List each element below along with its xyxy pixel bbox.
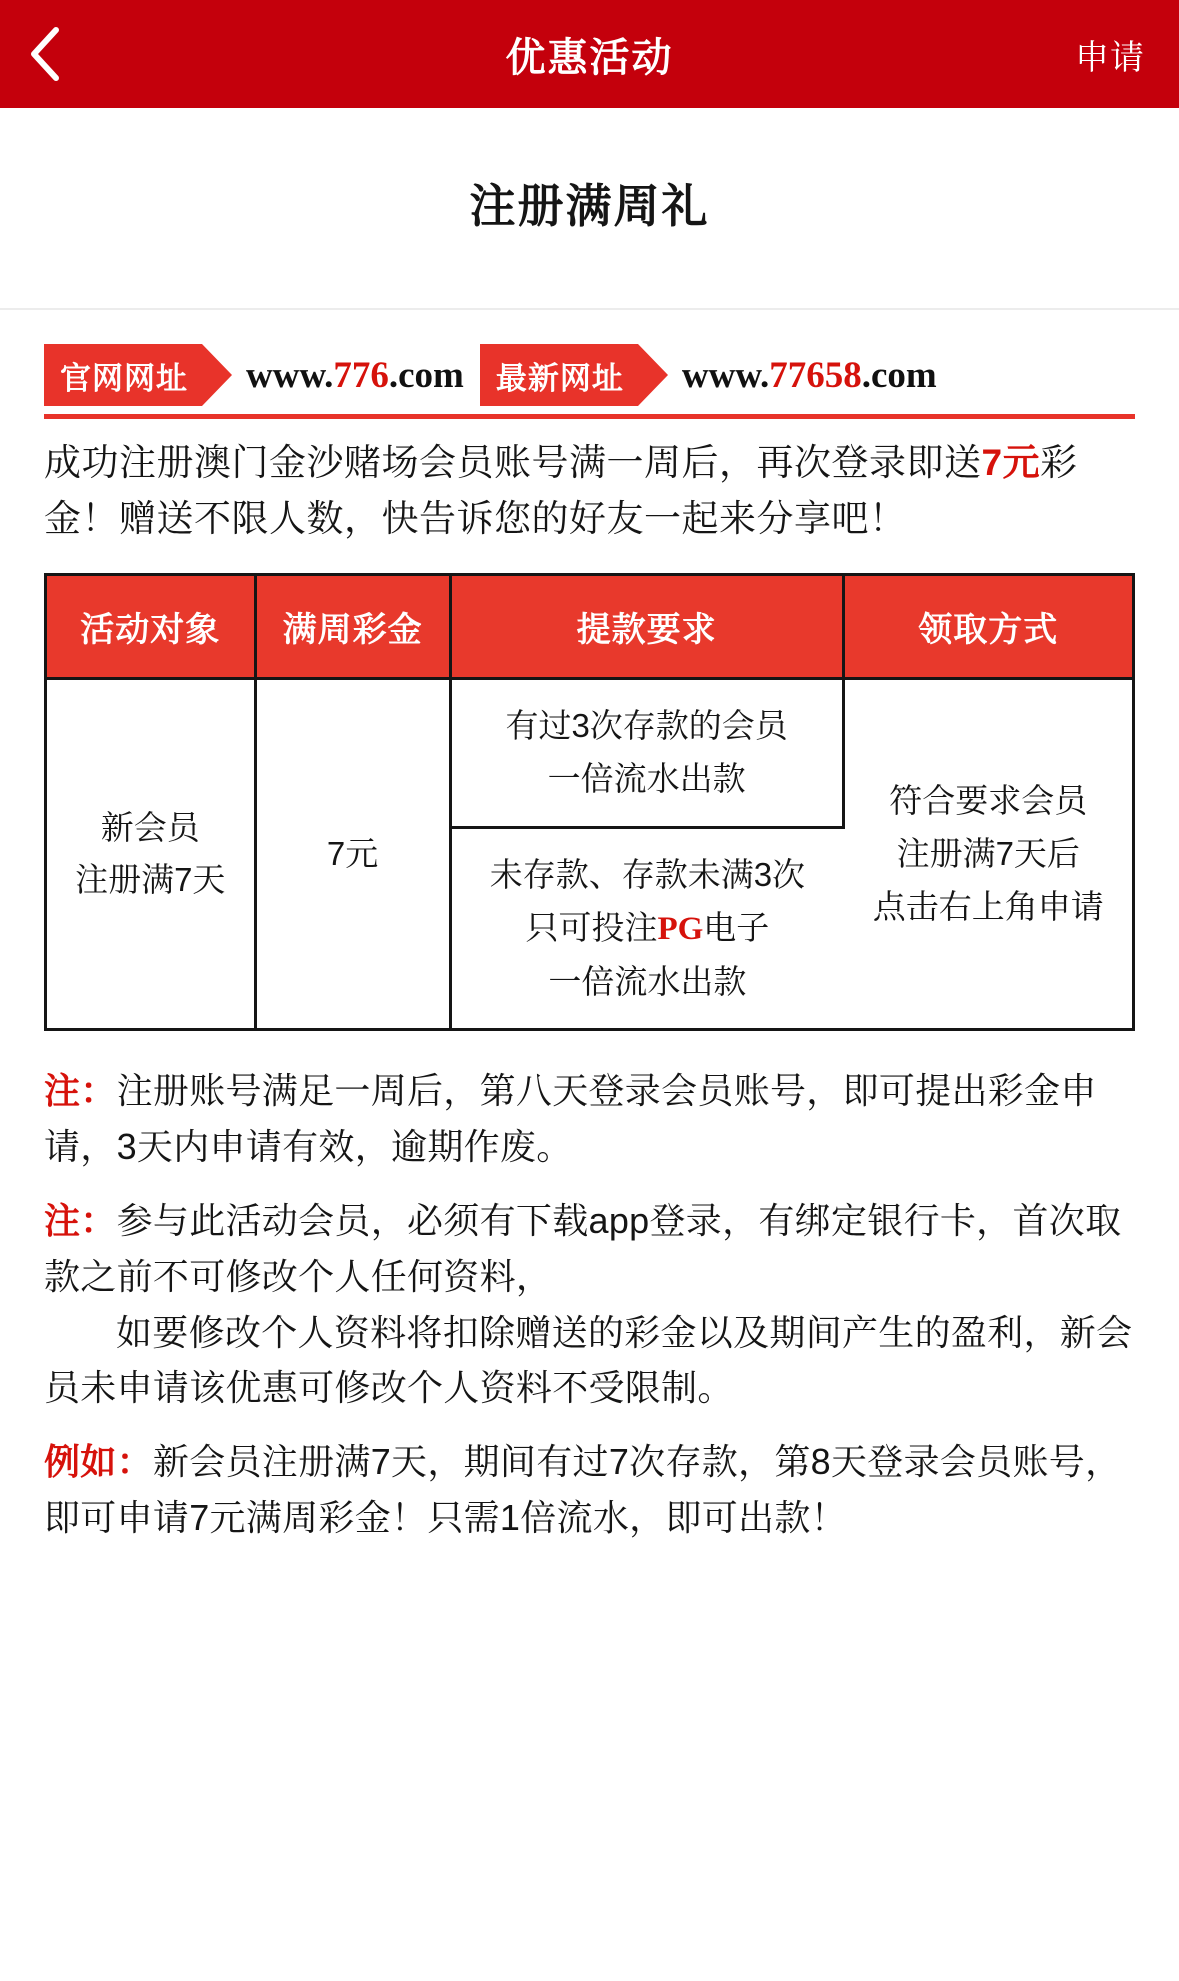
note-text: 新会员注册满7天，期间有过7次存款，第8天登录会员账号，即可申请7元满周彩金！只需1倍流水，即可出款！ [44,1441,1122,1539]
table-header-row [46,575,1134,679]
table-header-requirement: 提款要求 [450,575,843,679]
promo-heading-section [0,108,1179,310]
official-url-highlight: 776 [333,354,389,396]
requirement-a-line1: 有过3次存款的会员 [505,707,788,745]
note-label: 例如： [44,1441,153,1483]
requirement-b-line1: 未存款、存款未满3次 [489,856,806,894]
requirement-b-line2 [462,902,833,956]
cell-activity-object-line2: 注册满7天 [75,861,226,899]
requirement-a-line2: 一倍流水出款 [547,760,746,798]
cell-claim-method [843,679,1133,1030]
cell-withdraw-requirement-a [450,679,843,828]
table-row [46,679,1134,828]
cell-withdraw-requirement-b [450,828,843,1030]
promo-rules-table [44,573,1135,1031]
cell-activity-object-line1: 新会员 [100,808,200,846]
page-title: 优惠活动 [505,35,674,80]
official-url-suffix: .com [388,354,464,396]
official-url-value [202,344,464,406]
apply-button[interactable]: 申请 [1075,38,1145,77]
latest-url-group [480,344,937,406]
requirement-b-line2-pg: PG [657,910,704,947]
promo-title: 注册满周礼 [469,180,710,232]
official-url-banner [44,344,1135,406]
claim-line2: 注册满7天后 [896,835,1080,873]
promo-bonus-amount: 7元 [981,442,1041,483]
back-button[interactable] [28,0,98,108]
cell-activity-object [46,679,256,1030]
cell-weekly-bonus: 7元 [255,679,450,1030]
promo-description-part2: 彩金！赠送不限人数，快告诉您的好友一起来分享吧！ [44,442,1078,540]
top-navigation-bar [0,0,1179,108]
requirement-b-line3: 一倍流水出款 [548,962,747,1000]
note-text-extra: 如要修改个人资料将扣除赠送的彩金以及期间产生的盈利，新会员未申请该优惠可修改个人资料不受限制。 [44,1311,1133,1409]
note-item [44,1434,1135,1546]
official-url-tag: 官网网址 [44,344,202,406]
latest-url-value [638,344,937,406]
note-text: 参与此活动会员，必须有下载app登录，有绑定银行卡，首次取款之前不可修改个人任何资料， [44,1200,1122,1297]
table-header-bonus: 满周彩金 [255,575,450,679]
official-url-prefix: www. [246,354,334,396]
promo-content [0,310,1179,1586]
latest-url-prefix: www. [681,354,770,396]
table-header-object: 活动对象 [46,575,256,679]
promo-notes [44,1031,1135,1585]
note-text: 注册账号满足一周后，第八天登录会员账号，即可提出彩金申请，3天内申请有效，逾期作废。 [44,1070,1097,1168]
promo-description-part1: 成功注册澳门金沙赌场会员账号满一周后，再次登录即送 [44,442,982,483]
latest-url-highlight: 77658 [769,354,862,396]
promo-description [44,435,1135,547]
latest-url-suffix: .com [861,354,937,396]
note-item [44,1063,1135,1175]
requirement-b-line2-pre: 只可投注 [525,908,658,946]
requirement-b-line2-post: 电子 [703,908,770,946]
chevron-left-icon [28,24,64,84]
official-url-group [44,344,464,406]
note-label: 注： [44,1070,117,1112]
banner-divider [44,414,1135,419]
claim-line1: 符合要求会员 [889,782,1088,820]
latest-url-tag: 最新网址 [480,344,638,406]
table-header-claim: 领取方式 [843,575,1133,679]
note-label: 注： [44,1200,117,1242]
claim-line3: 点击右上角申请 [872,887,1104,925]
note-item [44,1193,1135,1416]
